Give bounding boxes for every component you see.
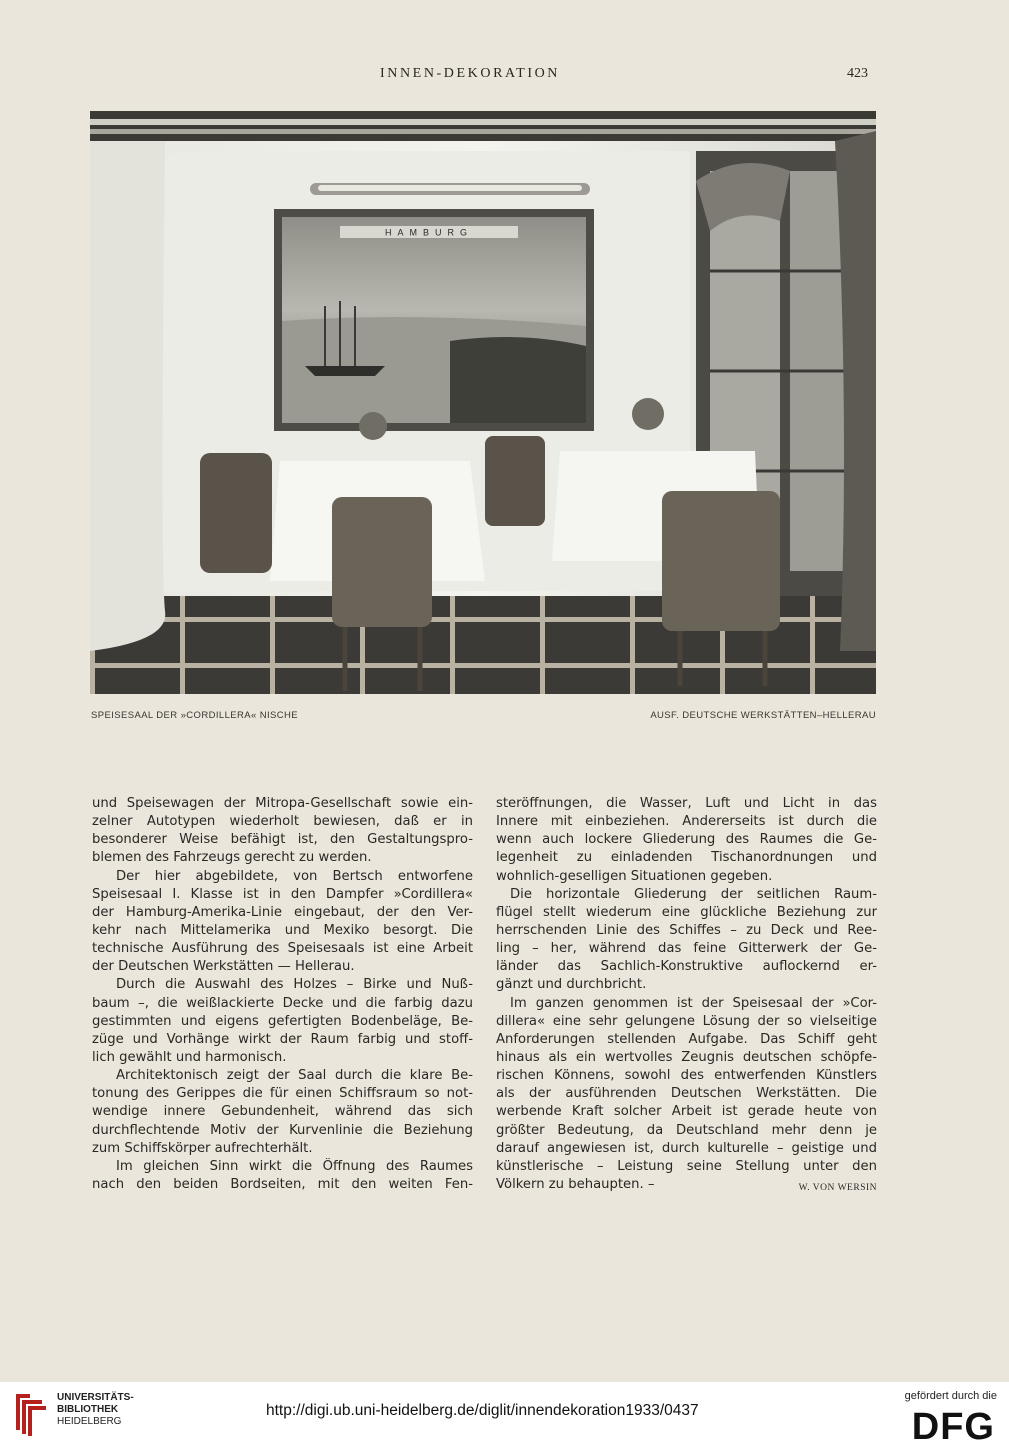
text-line: und Speisewagen der Mitropa-Gesellschaft sowie ein-: [92, 796, 473, 811]
library-name-line: UNIVERSITÄTS-: [57, 1392, 134, 1403]
text-line: gänzt und durchbricht.: [496, 977, 647, 993]
text-line: gestimmten und eigens gefertigten Bodenbeläge, Be-: [92, 1013, 473, 1029]
text-line: wendige innere Gebundenheit, während das sich: [92, 1104, 473, 1120]
photo-caption-title: SPEISESAAL DER »CORDILLERA« NISCHE: [91, 710, 299, 721]
text-line: züge und Vorhänge wirkt der Raum farbig und stoff-: [92, 1031, 473, 1047]
text-line: nach den beiden Bordseiten, mit den weiten Fen-: [92, 1176, 473, 1192]
text-line: zelner Autotypen wiederholt bewiesen, daß er in: [92, 814, 473, 830]
text-line: Völkern zu behaupten. –: [496, 1176, 655, 1192]
photo-drawing: [90, 111, 876, 694]
text-line: größter Bedeutung, da Deutschland mehr denn je: [496, 1122, 877, 1138]
text-line: lich gewählt und harmonisch.: [92, 1049, 287, 1065]
paragraph: [92, 868, 473, 977]
text-line: durchflechtende Motiv der Kurvenlinie die Beziehung: [92, 1122, 473, 1138]
text-line: künstlerische – Leistung seine Stellung unter den: [496, 1158, 877, 1174]
paragraph: [92, 795, 473, 868]
text-line: rischen Könnens, sowohl des entwerfenden Künstlers: [496, 1068, 877, 1084]
text-line: besonderer Weise befähigt ist, den Gestaltungspro-: [92, 832, 473, 848]
library-name-line: BIBLIOTHEK: [57, 1404, 119, 1415]
text-line: darauf angewiesen ist, durch kulturelle – geistige und: [496, 1140, 877, 1156]
painting-banner: HAMBURG: [384, 227, 474, 238]
page-number: 423: [847, 66, 868, 81]
text-line: länder das Sachlich-Konstruktive auflockernd er-: [496, 959, 877, 975]
digitization-footer: [0, 1382, 1009, 1454]
text-line: steröffnungen, die Wasser, Luft und Licht in das: [496, 796, 877, 811]
permalink-url[interactable]: http://digi.ub.uni-heidelberg.de/diglit/innendekoration1933/0437: [266, 1402, 699, 1419]
text-line: technische Ausführung des Speisesaals ist eine Arbeit: [92, 941, 473, 957]
text-line: tonung des Gerippes die für einen Schiffsraum so not-: [92, 1086, 473, 1102]
text-line: werbende Kraft solcher Arbeit ist gerade heute von: [496, 1104, 877, 1120]
library-name-line: HEIDELBERG: [57, 1416, 122, 1427]
paragraph: [496, 995, 877, 1176]
closing-line: [496, 1176, 877, 1197]
text-line: kehr nach Mittelamerika und Mexiko besorgt. Die: [92, 922, 473, 938]
text-line: legenheit zu einladenden Tischanordnungen und: [496, 850, 877, 866]
text-line: der Deutschen Werkstätten — Hellerau.: [92, 959, 355, 975]
text-line: Durch die Auswahl des Holzes – Birke und Nuß-: [116, 977, 473, 993]
text-line: Speisesaal I. Klasse ist in den Dampfer »Cordillera«: [92, 886, 473, 902]
text-line: Die horizontale Gliederung der seitlichen Raum-: [510, 886, 877, 902]
library-logo-icon: [12, 1390, 48, 1438]
text-column-left: [92, 795, 473, 1194]
text-line: Der hier abgebildete, von Bertsch entworfene: [116, 868, 473, 884]
author-signature: W. VON WERSIN: [798, 1182, 877, 1193]
library-name: [57, 1392, 134, 1428]
text-line: wenn auch lockere Gliederung des Raumes die Ge-: [496, 832, 877, 848]
text-line: dillera« eine sehr gelungene Lösung der so vielseitige: [496, 1013, 877, 1029]
text-line: Anforderungen stellenden Aufgabe. Das Schiff geht: [496, 1031, 877, 1047]
text-line: flügel stellt wiederum eine glückliche Beziehung zur: [496, 904, 877, 920]
paragraph: [496, 795, 877, 886]
dfg-logo: DFG: [911, 1406, 995, 1448]
text-line: Im gleichen Sinn wirkt die Öffnung des Raumes: [116, 1158, 473, 1174]
running-header: INNEN-DEKORATION: [380, 66, 561, 81]
text-line: Im ganzen genommen ist der Speisesaal der »Cor-: [510, 995, 877, 1011]
paragraph: [92, 1067, 473, 1158]
text-line: baum –, die weißlackierte Decke und die farbig dazu: [92, 995, 473, 1011]
text-line: wohnlich-geselligen Situationen gegeben.: [496, 868, 773, 884]
text-line: herrschenden Linie des Schiffes – zu Deck und Ree-: [496, 922, 877, 938]
text-line: zum Schiffskörper aufrechterhält.: [92, 1140, 313, 1156]
paragraph: [496, 886, 877, 995]
text-line: als der ausführenden Deutschen Werkstätten. Die: [496, 1086, 877, 1102]
text-line: blemen des Fahrzeugs gerecht zu werden.: [92, 850, 372, 866]
text-line: der Hamburg-Amerika-Linie eingebaut, der den Ver-: [92, 904, 473, 920]
photo-caption-credit: AUSF. DEUTSCHE WERKSTÄTTEN–HELLERAU: [650, 710, 876, 721]
interior-photograph: [90, 111, 876, 694]
funding-label: gefördert durch die: [904, 1390, 997, 1402]
text-line: Architektonisch zeigt der Saal durch die klare Be-: [116, 1068, 473, 1084]
paragraph: [92, 976, 473, 1067]
text-column-right: [496, 795, 877, 1197]
text-line: ling – her, während das feine Gitterwerk der Ge-: [496, 941, 877, 957]
text-line: hinaus als ein wertvolles Zeugnis deutschen schöpfe-: [496, 1049, 877, 1065]
text-line: Innere mit einbeziehen. Andererseits ist durch die: [496, 814, 877, 830]
paragraph: [92, 1158, 473, 1194]
